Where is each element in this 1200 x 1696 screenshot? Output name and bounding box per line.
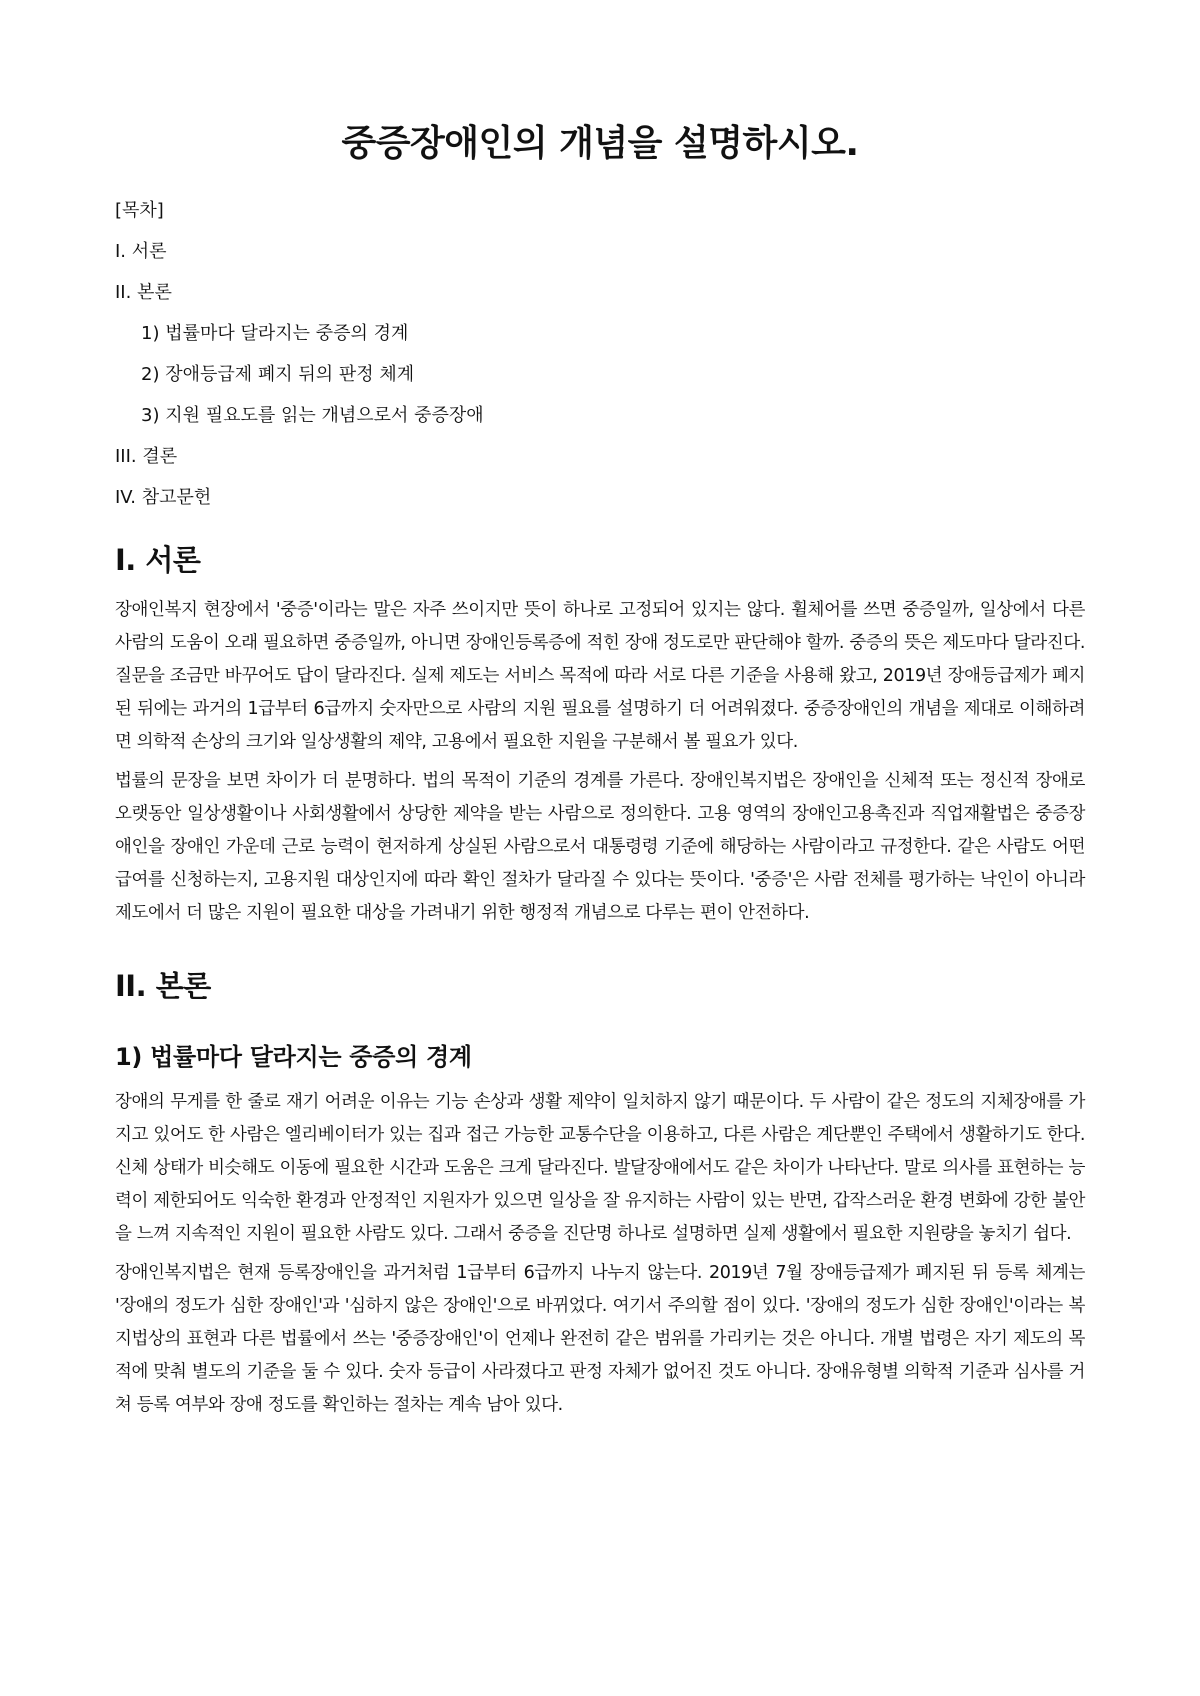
toc-subitem: 3) 지원 필요도를 읽는 개념으로서 중증장애: [141, 405, 484, 426]
toc-item: II. 본론: [115, 282, 172, 303]
paragraph: 장애인복지 현장에서 '중증'이라는 말은 자주 쓰이지만 뜻이 하나로 고정되어 있지는 않다. 휠체어를 쓰면 중증일까, 일상에서 다른 사람의 도움이 오래 필요하면 중증일까, 아니면 장애인등록증에 적힌 장애 정도로만 판단해야 할까. 중증의 뜻은 제도마다 달라진다. 질문을 조금만 바꾸어도 답이 달라진다. 실제 제도는 서비스 목적에 따라 서로 다른 기준을 사용해 왔고, 2019년 장애등급제가 폐지된 뒤에는 과거의 1급부터 6급까지 숫자만으로 사람의 지원 필요를 설명하기 더 어려워졌다. 중증장애인의 개념을 제대로 이해하려면 의학적 손상의 크기와 일상생활의 제약, 고용에서 필요한 지원을 구분해서 볼 필요가 있다.: [115, 600, 1085, 752]
paragraph: 법률의 문장을 보면 차이가 더 분명하다. 법의 목적이 기준의 경계를 가른다. 장애인복지법은 장애인을 신체적 또는 정신적 장애로 오랫동안 일상생활이나 사회생활에서 상당한 제약을 받는 사람으로 정의한다. 고용 영역의 장애인고용촉진과 직업재활법은 중증장애인을 장애인 가운데 근로 능력이 현저하게 상실된 사람으로서 대통령령 기준에 해당하는 사람이라고 규정한다. 같은 사람도 어떤 급여를 신청하는지, 고용지원 대상인지에 따라 확인 절차가 달라질 수 있다는 뜻이다. '중증'은 사람 전체를 평가하는 낙인이 아니라 제도에서 더 많은 지원이 필요한 대상을 가려내기 위한 행정적 개념으로 다루는 편이 안전하다.: [115, 771, 1085, 923]
section-heading-body: II. 본론: [115, 969, 211, 1003]
subsection-heading: 1) 법률마다 달라지는 중증의 경계: [115, 1043, 472, 1071]
paragraph: 장애의 무게를 한 줄로 재기 어려운 이유는 기능 손상과 생활 제약이 일치하지 않기 때문이다. 두 사람이 같은 정도의 지체장애를 가지고 있어도 한 사람은 엘리베이터가 있는 집과 접근 가능한 교통수단을 이용하고, 다른 사람은 계단뿐인 주택에서 생활하기도 한다. 신체 상태가 비슷해도 이동에 필요한 시간과 도움은 크게 달라진다. 발달장애에서도 같은 차이가 나타난다. 말로 의사를 표현하는 능력이 제한되어도 익숙한 환경과 안정적인 지원자가 있으면 일상을 잘 유지하는 사람이 있는 반면, 갑작스러운 환경 변화에 강한 불안을 느껴 지속적인 지원이 필요한 사람도 있다. 그래서 중증을 진단명 하나로 설명하면 실제 생활에서 필요한 지원량을 놓치기 쉽다.: [115, 1092, 1085, 1244]
toc-item: III. 결론: [115, 446, 178, 467]
toc-heading: [목차]: [115, 200, 164, 221]
toc-item: I. 서론: [115, 241, 167, 262]
toc-item: IV. 참고문헌: [115, 487, 212, 508]
toc-subitem: 2) 장애등급제 폐지 뒤의 판정 체계: [141, 364, 415, 385]
body-section: [115, 964, 1085, 1422]
paragraph: 장애인복지법은 현재 등록장애인을 과거처럼 1급부터 6급까지 나누지 않는다. 2019년 7월 장애등급제가 폐지된 뒤 등록 체계는 '장애의 정도가 심한 장애인'과 '심하지 않은 장애인'으로 바뀌었다. 여기서 주의할 점이 있다. '장애의 정도가 심한 장애인'이라는 복지법상의 표현과 다른 법률에서 쓰는 '중증장애인'이 언제나 완전히 같은 범위를 가리키는 것은 아니다. 개별 법령은 자기 제도의 목적에 맞춰 별도의 기준을 둘 수 있다. 숫자 등급이 사라졌다고 판정 자체가 없어진 것도 아니다. 장애유형별 의학적 기준과 심사를 거쳐 등록 여부와 장애 정도를 확인하는 절차는 계속 남아 있다.: [115, 1263, 1085, 1415]
section-heading-intro: I. 서론: [115, 543, 201, 577]
document-title: 중증장애인의 개념을 설명하시오.: [341, 123, 859, 164]
table-of-contents: [115, 190, 1085, 518]
toc-subitem: 1) 법률마다 달라지는 중증의 경계: [141, 323, 409, 344]
intro-section: [115, 538, 1085, 930]
